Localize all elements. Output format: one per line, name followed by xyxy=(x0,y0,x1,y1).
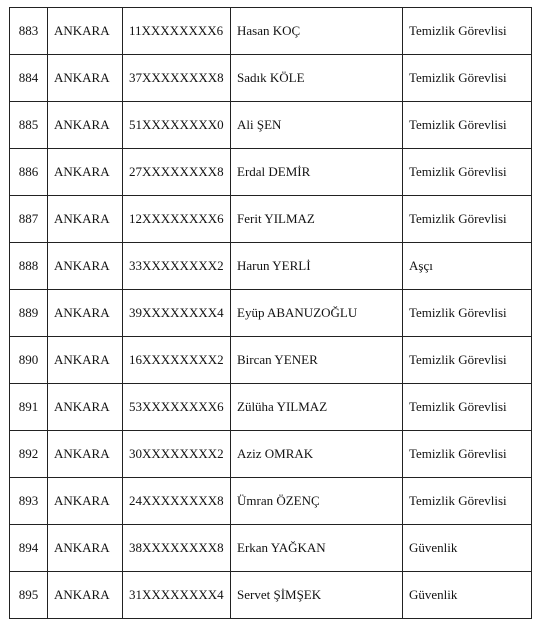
city-cell: ANKARA xyxy=(48,384,123,431)
job-title-cell: Temizlik Görevlisi xyxy=(403,337,532,384)
job-title-cell: Temizlik Görevlisi xyxy=(403,431,532,478)
table-row xyxy=(10,149,532,196)
full-name-cell: Harun YERLİ xyxy=(231,243,403,290)
table-row xyxy=(10,243,532,290)
city-cell: ANKARA xyxy=(48,337,123,384)
full-name-cell: Eyüp ABANUZOĞLU xyxy=(231,290,403,337)
job-title-cell: Temizlik Görevlisi xyxy=(403,290,532,337)
table-body xyxy=(10,8,532,619)
city-cell: ANKARA xyxy=(48,431,123,478)
city-cell: ANKARA xyxy=(48,243,123,290)
id-number-cell: 39XXXXXXXX4 xyxy=(123,290,231,337)
city-cell: ANKARA xyxy=(48,8,123,55)
id-number-cell: 51XXXXXXXX0 xyxy=(123,102,231,149)
job-title-cell: Temizlik Görevlisi xyxy=(403,102,532,149)
city-cell: ANKARA xyxy=(48,572,123,619)
id-number-cell: 53XXXXXXXX6 xyxy=(123,384,231,431)
id-number-cell: 11XXXXXXXX6 xyxy=(123,8,231,55)
job-title-cell: Temizlik Görevlisi xyxy=(403,196,532,243)
id-number-cell: 31XXXXXXXX4 xyxy=(123,572,231,619)
id-number-cell: 27XXXXXXXX8 xyxy=(123,149,231,196)
row-number-cell: 888 xyxy=(10,243,48,290)
table-row xyxy=(10,102,532,149)
id-number-cell: 12XXXXXXXX6 xyxy=(123,196,231,243)
row-number-cell: 895 xyxy=(10,572,48,619)
full-name-cell: Servet ŞİMŞEK xyxy=(231,572,403,619)
full-name-cell: Zülüha YILMAZ xyxy=(231,384,403,431)
row-number-cell: 893 xyxy=(10,478,48,525)
job-title-cell: Temizlik Görevlisi xyxy=(403,55,532,102)
city-cell: ANKARA xyxy=(48,525,123,572)
row-number-cell: 892 xyxy=(10,431,48,478)
full-name-cell: Erdal DEMİR xyxy=(231,149,403,196)
full-name-cell: Ümran ÖZENÇ xyxy=(231,478,403,525)
full-name-cell: Ali ŞEN xyxy=(231,102,403,149)
id-number-cell: 37XXXXXXXX8 xyxy=(123,55,231,102)
job-title-cell: Temizlik Görevlisi xyxy=(403,8,532,55)
row-number-cell: 887 xyxy=(10,196,48,243)
row-number-cell: 894 xyxy=(10,525,48,572)
full-name-cell: Erkan YAĞKAN xyxy=(231,525,403,572)
row-number-cell: 883 xyxy=(10,8,48,55)
job-title-cell: Temizlik Görevlisi xyxy=(403,478,532,525)
row-number-cell: 884 xyxy=(10,55,48,102)
table-row xyxy=(10,572,532,619)
job-title-cell: Güvenlik xyxy=(403,525,532,572)
city-cell: ANKARA xyxy=(48,478,123,525)
personnel-table xyxy=(9,7,532,619)
table-row xyxy=(10,55,532,102)
row-number-cell: 891 xyxy=(10,384,48,431)
id-number-cell: 38XXXXXXXX8 xyxy=(123,525,231,572)
job-title-cell: Aşçı xyxy=(403,243,532,290)
table-row xyxy=(10,525,532,572)
full-name-cell: Ferit YILMAZ xyxy=(231,196,403,243)
city-cell: ANKARA xyxy=(48,290,123,337)
id-number-cell: 33XXXXXXXX2 xyxy=(123,243,231,290)
full-name-cell: Bircan YENER xyxy=(231,337,403,384)
city-cell: ANKARA xyxy=(48,102,123,149)
row-number-cell: 889 xyxy=(10,290,48,337)
table-row xyxy=(10,290,532,337)
job-title-cell: Temizlik Görevlisi xyxy=(403,149,532,196)
table-row xyxy=(10,196,532,243)
id-number-cell: 16XXXXXXXX2 xyxy=(123,337,231,384)
row-number-cell: 886 xyxy=(10,149,48,196)
full-name-cell: Hasan KOÇ xyxy=(231,8,403,55)
id-number-cell: 30XXXXXXXX2 xyxy=(123,431,231,478)
table-row xyxy=(10,478,532,525)
full-name-cell: Sadık KÖLE xyxy=(231,55,403,102)
city-cell: ANKARA xyxy=(48,55,123,102)
row-number-cell: 890 xyxy=(10,337,48,384)
city-cell: ANKARA xyxy=(48,196,123,243)
table-row xyxy=(10,8,532,55)
full-name-cell: Aziz OMRAK xyxy=(231,431,403,478)
job-title-cell: Güvenlik xyxy=(403,572,532,619)
row-number-cell: 885 xyxy=(10,102,48,149)
table-row xyxy=(10,384,532,431)
city-cell: ANKARA xyxy=(48,149,123,196)
job-title-cell: Temizlik Görevlisi xyxy=(403,384,532,431)
table-row xyxy=(10,431,532,478)
id-number-cell: 24XXXXXXXX8 xyxy=(123,478,231,525)
table-row xyxy=(10,337,532,384)
